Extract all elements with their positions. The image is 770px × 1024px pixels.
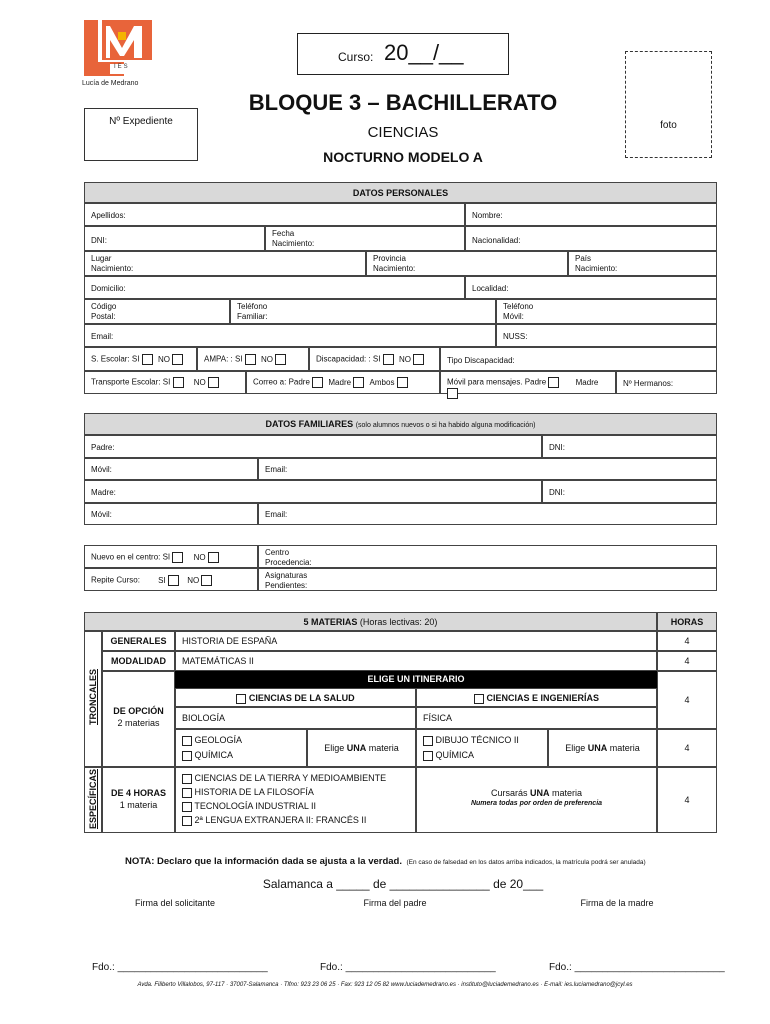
declaration-note	[125, 851, 725, 869]
course-value: 20__/__	[384, 40, 464, 65]
transporte-no-checkbox[interactable]	[208, 377, 219, 388]
frances-checkbox[interactable]	[182, 816, 192, 826]
ampa-no-checkbox[interactable]	[275, 354, 286, 365]
elige-pre-2: Elige	[565, 743, 588, 753]
movil-mensajes-field	[440, 371, 616, 394]
cursaras-pre: Cursarás	[490, 788, 530, 798]
repite-si-label: SI	[158, 575, 166, 585]
hermanos-field[interactable]	[616, 371, 717, 394]
family-header-title: DATOS FAMILIARES	[265, 419, 354, 429]
numera-note: Numera todas por orden de preferencia	[470, 800, 603, 807]
madre-label: Madre:	[91, 488, 116, 497]
apellidos-label: Apellidos:	[91, 211, 126, 220]
subjects-header	[84, 612, 657, 631]
tipo-discapacidad-field[interactable]	[440, 347, 717, 371]
ampa-label: AMPA: : SI	[204, 354, 243, 364]
asignaturas-label: Asignaturas	[265, 571, 308, 580]
dni-field[interactable]	[84, 226, 265, 251]
correo-field	[246, 371, 440, 394]
escolar-si-checkbox[interactable]	[142, 354, 153, 365]
codigo-postal-field[interactable]	[84, 299, 230, 324]
lugar-nacimiento-field[interactable]	[84, 251, 366, 276]
discapacidad-field	[309, 347, 440, 371]
transporte-field	[84, 371, 246, 394]
madre-email-label: Email:	[265, 510, 288, 519]
apellidos-field[interactable]	[84, 203, 465, 226]
pais-label-2: Nacimiento:	[575, 264, 618, 273]
repite-curso-field	[84, 568, 258, 591]
ingenierias-label: CIENCIAS E INGENIERÍAS	[486, 693, 600, 703]
de-opcion-cell	[102, 671, 175, 767]
course-box[interactable]	[297, 33, 509, 75]
tipodiscap-label: Tipo Discapacidad:	[447, 356, 515, 365]
historia-espana: HISTORIA DE ESPAÑA	[175, 631, 657, 651]
elige-pre: Elige	[324, 743, 347, 753]
telmov-label-2: Móvil:	[503, 312, 524, 321]
padre-dni-label: DNI:	[549, 443, 565, 452]
firma-madre-label: Firma de la madre	[580, 898, 654, 908]
telfam-label-2: Familiar:	[237, 312, 268, 321]
biologia: BIOLOGÍA	[175, 707, 416, 729]
elige-una-2: UNA	[587, 743, 608, 753]
cursaras-post: materia	[549, 788, 583, 798]
quimica-label: QUÍMICA	[194, 750, 234, 760]
quimica2-label: QUÍMICA	[435, 750, 475, 760]
asignaturas-label-2: Pendientes:	[265, 581, 308, 590]
localidad-label: Localidad:	[472, 284, 509, 293]
provincia-nacimiento-field[interactable]	[366, 251, 568, 276]
frances-label: 2ª LENGUA EXTRANJERA II: FRANCÉS II	[194, 815, 367, 825]
padre-movil-field[interactable]	[84, 458, 258, 480]
padre-field[interactable]	[84, 435, 542, 458]
fisica: FÍSICA	[416, 707, 657, 729]
nuevo-no-checkbox[interactable]	[208, 552, 219, 563]
modalidad-label: MODALIDAD	[102, 651, 175, 671]
especificas-list	[175, 767, 416, 833]
page-subtitle: CIENCIAS	[367, 124, 439, 141]
codigo-label-2: Postal:	[91, 312, 116, 321]
family-data-header	[84, 413, 717, 435]
nuevo-si-checkbox[interactable]	[172, 552, 183, 563]
discap-no-checkbox[interactable]	[413, 354, 424, 365]
page-mode: NOCTURNO MODELO A	[323, 149, 483, 165]
photo-label: foto	[660, 120, 677, 131]
nuevo-centro-field	[84, 545, 258, 568]
movilmsg-madre-checkbox[interactable]	[447, 388, 458, 399]
subjects-header-note: (Horas lectivas: 20)	[359, 617, 438, 627]
telefono-movil-field[interactable]	[496, 299, 717, 324]
nuss-label: NUSS:	[503, 332, 528, 341]
opcion-hours-2: 4	[657, 729, 717, 767]
nuevo-label: Nuevo en el centro: SI	[91, 552, 171, 562]
cuatro-horas-label: DE 4 HORAS	[110, 788, 166, 798]
padre-email-field[interactable]	[258, 458, 717, 480]
tecnologia-label: TECNOLOGÍA INDUSTRIAL II	[194, 801, 317, 811]
correo-ambos-label: Ambos	[369, 377, 395, 387]
madre-movil-field[interactable]	[84, 503, 258, 525]
dni-label: DNI:	[91, 236, 107, 245]
declaration-text: NOTA: Declaro que la información dada se ajusta a la verdad.	[125, 856, 402, 867]
expediente-label: Nº Expediente	[109, 116, 173, 127]
geologia-label: GEOLOGÍA	[194, 735, 243, 745]
discap-label: Discapacidad: : SI	[316, 354, 381, 364]
itinerario-banner: ELIGE UN ITINERARIO	[175, 671, 657, 688]
cuatro-horas-cell	[102, 767, 175, 833]
hermanos-label: Nº Hermanos:	[623, 379, 674, 388]
fdo-madre[interactable]: Fdo.: ___________________________	[549, 962, 725, 973]
ctma-label: CIENCIAS DE LA TIERRA Y MEDIOAMBIENTE	[194, 773, 387, 783]
padre-label: Padre:	[91, 443, 115, 452]
nuevo-no-label: NO	[193, 552, 206, 562]
page-title: BLOQUE 3 – BACHILLERATO	[248, 90, 558, 115]
transporte-si-checkbox[interactable]	[173, 377, 184, 388]
generales-label: GENERALES	[102, 631, 175, 651]
opcion-hours-1: 4	[657, 671, 717, 729]
fecha-label: Fecha	[272, 229, 295, 238]
telfam-label: Teléfono	[237, 302, 268, 311]
padre-dni-field[interactable]	[542, 435, 717, 458]
fdo-solicitante[interactable]: Fdo.: ___________________________	[92, 962, 268, 973]
correo-padre-checkbox[interactable]	[312, 377, 323, 388]
logo-caption: Lucía de Medrano	[82, 80, 139, 87]
seguro-escolar-field	[84, 347, 197, 371]
ctma-checkbox[interactable]	[182, 774, 192, 784]
photo-box[interactable]	[625, 51, 712, 158]
repite-label: Repite Curso:	[91, 575, 140, 585]
nacionalidad-label: Nacionalidad:	[472, 236, 521, 245]
madre-dni-field[interactable]	[542, 480, 717, 503]
school-logo	[84, 18, 154, 78]
ampa-field	[197, 347, 309, 371]
salud-elective-list	[175, 729, 307, 767]
email-field[interactable]	[84, 324, 496, 347]
personal-data-header: DATOS PERSONALES	[84, 182, 717, 203]
asignaturas-pendientes-field[interactable]	[258, 568, 717, 591]
elige-post: materia	[366, 743, 399, 753]
escolar-no-checkbox[interactable]	[172, 354, 183, 365]
domicilio-field[interactable]	[84, 276, 465, 299]
elige-post-2: materia	[607, 743, 640, 753]
padre-movil-label: Móvil:	[91, 465, 112, 474]
course-label: Curso:	[338, 50, 374, 64]
generales-hours: 4	[657, 631, 717, 651]
troncales-label: TRONCALES	[88, 669, 98, 725]
fecha-nacimiento-field[interactable]	[265, 226, 465, 251]
especificas-hours: 4	[657, 767, 717, 833]
de-opcion-label: DE OPCIÓN	[113, 706, 164, 716]
lugar-label: Lugar	[91, 254, 112, 263]
cuatro-horas-count: 1 materia	[119, 800, 158, 810]
especificas-instructions	[416, 767, 657, 833]
transporte-no-label: NO	[193, 377, 206, 387]
quimica2-checkbox[interactable]	[423, 751, 433, 761]
ingenierias-elective-list	[416, 729, 548, 767]
telefono-familiar-field[interactable]	[230, 299, 496, 324]
centro-procedencia-field[interactable]	[258, 545, 717, 568]
discap-si-checkbox[interactable]	[383, 354, 394, 365]
telmov-label: Teléfono	[503, 302, 534, 311]
localidad-field[interactable]	[465, 276, 717, 299]
declaration-warning: (En caso de falsedad en los datos arriba indicados, la matrícula podrá ser anulada)	[406, 859, 646, 866]
repite-no-checkbox[interactable]	[201, 575, 212, 586]
madre-dni-label: DNI:	[549, 488, 565, 497]
nombre-label: Nombre:	[472, 211, 503, 220]
fdo-padre[interactable]: Fdo.: ___________________________	[320, 962, 496, 973]
madre-email-field[interactable]	[258, 503, 717, 525]
salud-checkbox[interactable]	[236, 694, 246, 704]
matematicas-ii: MATEMÁTICAS II	[175, 651, 657, 671]
filosofia-checkbox[interactable]	[182, 788, 192, 798]
geologia-checkbox[interactable]	[182, 736, 192, 746]
ingenierias-option[interactable]	[416, 688, 657, 707]
cursaras-una: UNA	[530, 788, 550, 798]
correo-label: Correo a: Padre	[253, 377, 310, 387]
nuss-field[interactable]	[496, 324, 717, 347]
procedencia-label-2: Procedencia:	[265, 558, 312, 567]
movilmsg-label: Móvil para mensajes. Padre	[447, 377, 547, 387]
pais-nacimiento-field[interactable]	[568, 251, 717, 276]
domicilio-label: Domicilio:	[91, 284, 126, 293]
modalidad-hours: 4	[657, 651, 717, 671]
expediente-box[interactable]	[84, 108, 198, 161]
provincia-label: Provincia	[373, 254, 406, 263]
ampa-no-label: NO	[261, 354, 273, 364]
salud-option[interactable]	[175, 688, 416, 707]
fecha-label-2: Nacimiento:	[272, 239, 315, 248]
movilmsg-padre-checkbox[interactable]	[548, 377, 559, 388]
ingenierias-elige-una	[548, 729, 657, 767]
madre-movil-label: Móvil:	[91, 510, 112, 519]
repite-si-checkbox[interactable]	[168, 575, 179, 586]
ampa-si-checkbox[interactable]	[245, 354, 256, 365]
logo-letters: IES	[114, 64, 130, 70]
salud-elige-una	[307, 729, 416, 767]
madre-field[interactable]	[84, 480, 542, 503]
correo-madre-label: Madre	[328, 377, 352, 387]
correo-ambos-checkbox[interactable]	[397, 377, 408, 388]
correo-madre-checkbox[interactable]	[353, 377, 364, 388]
tecnologia-checkbox[interactable]	[182, 802, 192, 812]
lugar-label-2: Nacimiento:	[91, 264, 134, 273]
especificas-label: ESPECÍFICAS	[88, 769, 98, 830]
escolar-no-label: NO	[157, 354, 170, 364]
movilmsg-madre-label: Madre	[575, 377, 599, 387]
discap-no-label: NO	[398, 354, 411, 364]
email-label: Email:	[91, 332, 114, 341]
provincia-label-2: Nacimiento:	[373, 264, 416, 273]
place-date-line[interactable]: Salamanca a _____ de _______________ de 20___	[262, 877, 544, 891]
nacionalidad-field[interactable]	[465, 226, 717, 251]
filosofia-label: HISTORIA DE LA FILOSOFÍA	[194, 787, 314, 797]
procedencia-label: Centro	[265, 548, 290, 557]
hours-header: HORAS	[657, 612, 717, 631]
ingenierias-checkbox[interactable]	[474, 694, 484, 704]
dibujo-checkbox[interactable]	[423, 736, 433, 746]
firma-solicitante-label: Firma del solicitante	[134, 898, 216, 908]
subjects-header-title: 5 MATERIAS	[303, 617, 358, 627]
nombre-field[interactable]	[465, 203, 717, 226]
salud-label: CIENCIAS DE LA SALUD	[248, 693, 355, 703]
pais-label: País	[575, 254, 592, 263]
footer-address: Avda. Filiberto Villalobos, 97-117 · 37007-Salamanca · Tlfno: 923 23 06 25 · Fax: 923 12 05 82 www.luciademedrano.es · instituto@luciademedrano.es · E-mail: ies.luciamedrano@jcyl.es	[137, 982, 633, 988]
de-opcion-count: 2 materias	[117, 718, 160, 728]
dibujo-label: DIBUJO TÉCNICO II	[435, 735, 519, 745]
codigo-label: Código	[91, 302, 117, 311]
escolar-label: S. Escolar: SI	[91, 354, 140, 364]
firma-padre-label: Firma del padre	[363, 898, 427, 908]
padre-email-label: Email:	[265, 465, 288, 474]
repite-no-label: NO	[187, 575, 200, 585]
transporte-label: Transporte Escolar: SI	[91, 377, 171, 387]
family-header-note: (solo alumnos nuevos o si ha habido alguna modificación)	[355, 422, 536, 429]
elige-una: UNA	[346, 743, 367, 753]
quimica-checkbox[interactable]	[182, 751, 192, 761]
